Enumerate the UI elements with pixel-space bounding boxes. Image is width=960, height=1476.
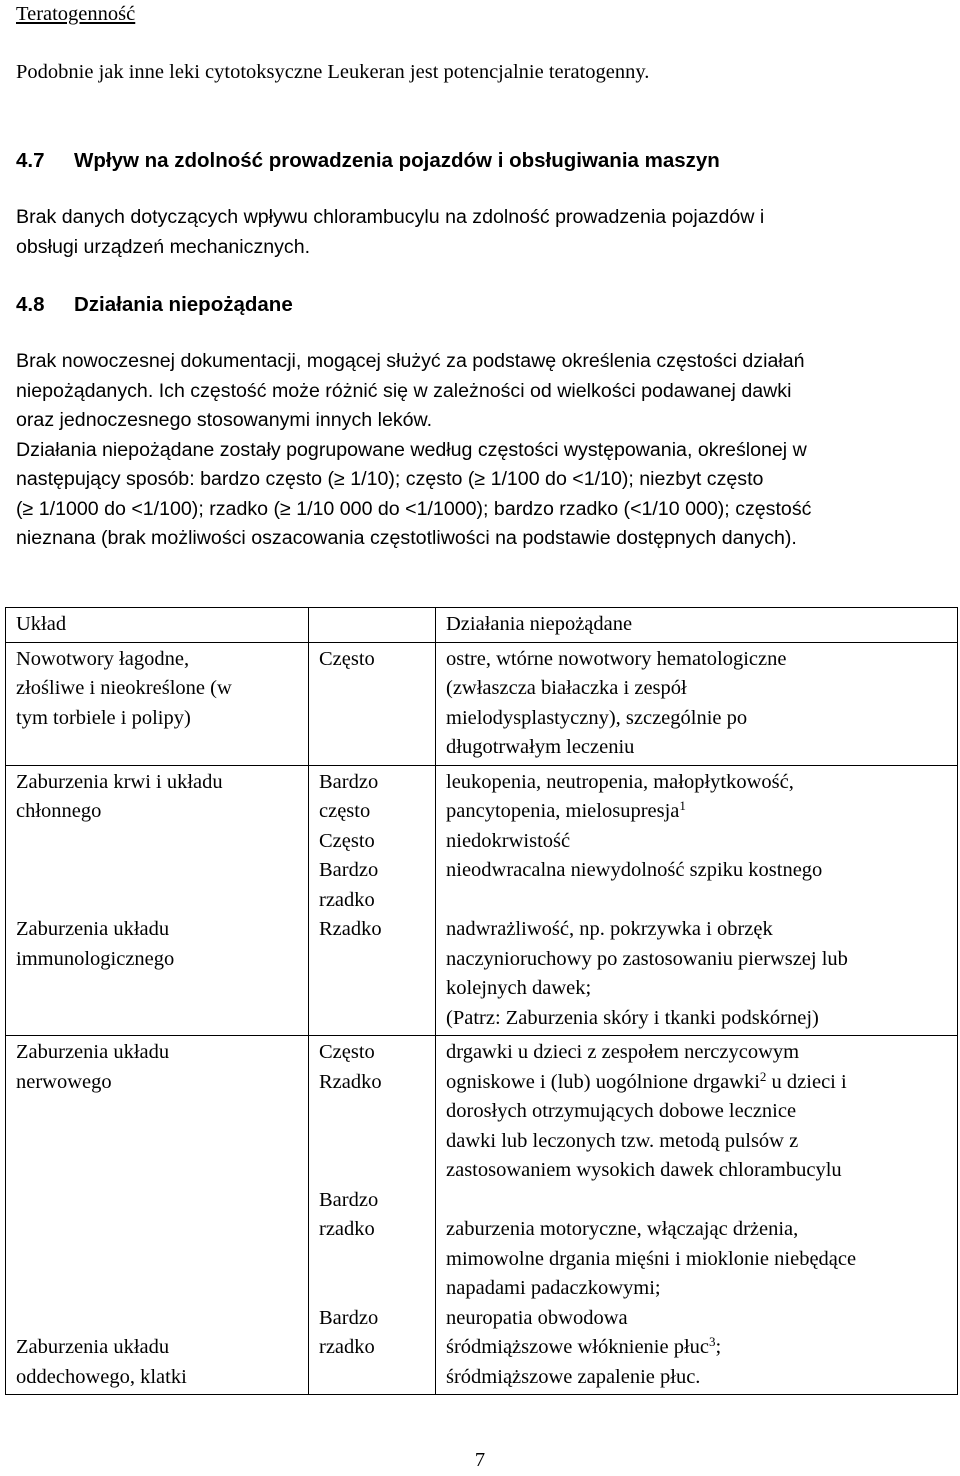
section-4-8-heading [16, 290, 293, 320]
cell-line: (Patrz: Zaburzenia skóry i tkanki podskórnej) [446, 1006, 819, 1029]
section-title: Działania niepożądane [74, 293, 293, 316]
cell-line: Często [319, 647, 375, 670]
cell-line: tym torbiele i polipy) [16, 706, 191, 729]
cell-text: ogniskowe i (lub) uogólnione drgawki [446, 1070, 760, 1093]
cell-line: oddechowego, klatki [16, 1365, 187, 1388]
cell-line: złośliwe i nieokreślone (w [16, 677, 232, 699]
header-effects: Działania niepożądane [436, 608, 958, 643]
cell-line: niedokrwistość [446, 829, 571, 852]
cell-line: mimowolne drgania mięśni i mioklonie niebędące [446, 1247, 857, 1270]
system-cell [6, 1036, 309, 1395]
cell-line: dawki lub leczonych tzw. metodą pulsów z [446, 1129, 799, 1152]
cell-line: neuropatia obwodowa [446, 1306, 628, 1329]
cell-text: u dzieci i [771, 1070, 847, 1093]
cell-line [446, 797, 949, 827]
cell-text: śródmiąższowe włóknienie płuc [446, 1336, 710, 1358]
cell-line: Często [319, 1041, 375, 1063]
cell-line: leukopenia, neutropenia, małopłytkowość, [446, 770, 794, 793]
section-title: Wpływ na zdolność prowadzenia pojazdów i obsługiwania maszyn [74, 149, 720, 172]
text-line: niepożądanych. Ich częstość może różnić się w zależności od wielkości podawanej dawki [16, 379, 792, 402]
cell-line: chłonnego [16, 800, 102, 822]
adverse-reactions-table [5, 607, 958, 1395]
cell-line: rzadko [319, 1218, 375, 1240]
effects-cell [436, 642, 958, 765]
cell-line: immunologicznego [16, 947, 175, 970]
cell-line: kolejnych dawek; [446, 977, 592, 999]
effects-cell [436, 1036, 958, 1395]
text-line: nieznana (brak możliwości oszacowania częstotliwości na podstawie dostępnych danych). [16, 527, 797, 549]
cell-line: Zaburzenia układu [16, 918, 170, 940]
frequency-cell [309, 765, 436, 1036]
cell-text: ; [715, 1336, 722, 1358]
cell-line: Zaburzenia krwi i układu [16, 770, 223, 793]
cell-line: Nowotwory łagodne, [16, 647, 190, 670]
text-line: oraz jednoczesnego stosowanymi innych leków. [16, 409, 433, 431]
text-line: Działania niepożądane zostały pogrupowane według częstości występowania, określonej w [16, 438, 807, 461]
text-line: Brak danych dotyczących wpływu chlorambucylu na zdolność prowadzenia pojazdów i [16, 206, 765, 228]
cell-line: rzadko [319, 1336, 375, 1358]
cell-line: Zaburzenia układu [16, 1041, 170, 1063]
cell-line [446, 1068, 949, 1098]
cell-line [446, 1333, 949, 1363]
cell-line: Bardzo [319, 859, 379, 881]
cell-line: Bardzo [319, 1188, 379, 1211]
section-number: 4.7 [16, 149, 45, 172]
cell-line: często [319, 800, 371, 822]
system-cell [6, 642, 309, 765]
cell-line: zastosowaniem wysokich dawek chlorambucylu [446, 1159, 842, 1181]
text-line: Brak nowoczesnej dokumentacji, mogącej służyć za podstawę określenia częstości działań [16, 350, 805, 372]
teratogenicity-text: Podobnie jak inne leki cytotoksyczne Leukeran jest potencjalnie teratogenny. [16, 61, 650, 83]
cell-line: naczynioruchowy po zastosowaniu pierwszej lub [446, 947, 848, 970]
text-line: obsługi urządzeń mechanicznych. [16, 235, 311, 258]
cell-line: Rzadko [319, 1070, 382, 1093]
header-frequency [309, 608, 436, 643]
table-header-row [6, 608, 958, 643]
section-number: 4.8 [16, 293, 45, 316]
system-cell [6, 765, 309, 1036]
frequency-cell [309, 1036, 436, 1395]
table-row [6, 1036, 958, 1395]
effects-cell [436, 765, 958, 1036]
cell-line: Zaburzenia układu [16, 1336, 170, 1358]
cell-line: rzadko [319, 888, 375, 911]
cell-line: ostre, wtórne nowotwory hematologiczne [446, 647, 787, 670]
cell-line: (zwłaszcza białaczka i zespół [446, 677, 687, 699]
cell-line: nerwowego [16, 1070, 112, 1093]
cell-line: mielodysplastyczny), szczególnie po [446, 706, 748, 729]
teratogenicity-title: Teratogenność [16, 3, 136, 25]
cell-line: drgawki u dzieci z zespołem nerczycowym [446, 1041, 800, 1063]
text-line: (≥ 1/1000 do <1/100); rzadko (≥ 1/10 000 do <1/1000); bardzo rzadko (<1/10 000); częstość [16, 497, 812, 520]
cell-line: długotrwałym leczeniu [446, 736, 635, 758]
cell-line: Bardzo [319, 1306, 379, 1329]
footnote-marker: 3 [709, 1334, 716, 1349]
cell-line: Często [319, 829, 375, 852]
cell-line: dorosłych otrzymujących dobowe lecznice [446, 1100, 797, 1122]
cell-text: pancytopenia, mielosupresja [446, 800, 680, 822]
section-4-7-heading [16, 146, 720, 176]
cell-line: Rzadko [319, 918, 382, 940]
header-system: Układ [6, 608, 309, 643]
section-4-8-paragraph-1 [16, 347, 946, 554]
cell-line: napadami padaczkowymi; [446, 1277, 661, 1299]
cell-line: zaburzenia motoryczne, włączając drżenia, [446, 1218, 799, 1240]
cell-line: śródmiąższowe zapalenie płuc. [446, 1365, 701, 1388]
frequency-cell [309, 642, 436, 765]
text-line: następujący sposób: bardzo często (≥ 1/10); często (≥ 1/100 do <1/10); niezbyt często [16, 468, 764, 490]
cell-line: nieodwracalna niewydolność szpiku kostnego [446, 859, 823, 881]
footnote-marker: 1 [679, 798, 686, 813]
cell-line: nadwrażliwość, np. pokrzywka i obrzęk [446, 918, 773, 940]
table-row [6, 765, 958, 1036]
cell-line: Bardzo [319, 770, 379, 793]
footnote-marker: 2 [759, 1068, 767, 1084]
table-row [6, 642, 958, 765]
section-4-7-text [16, 203, 946, 262]
page-number: 7 [474, 1449, 486, 1471]
